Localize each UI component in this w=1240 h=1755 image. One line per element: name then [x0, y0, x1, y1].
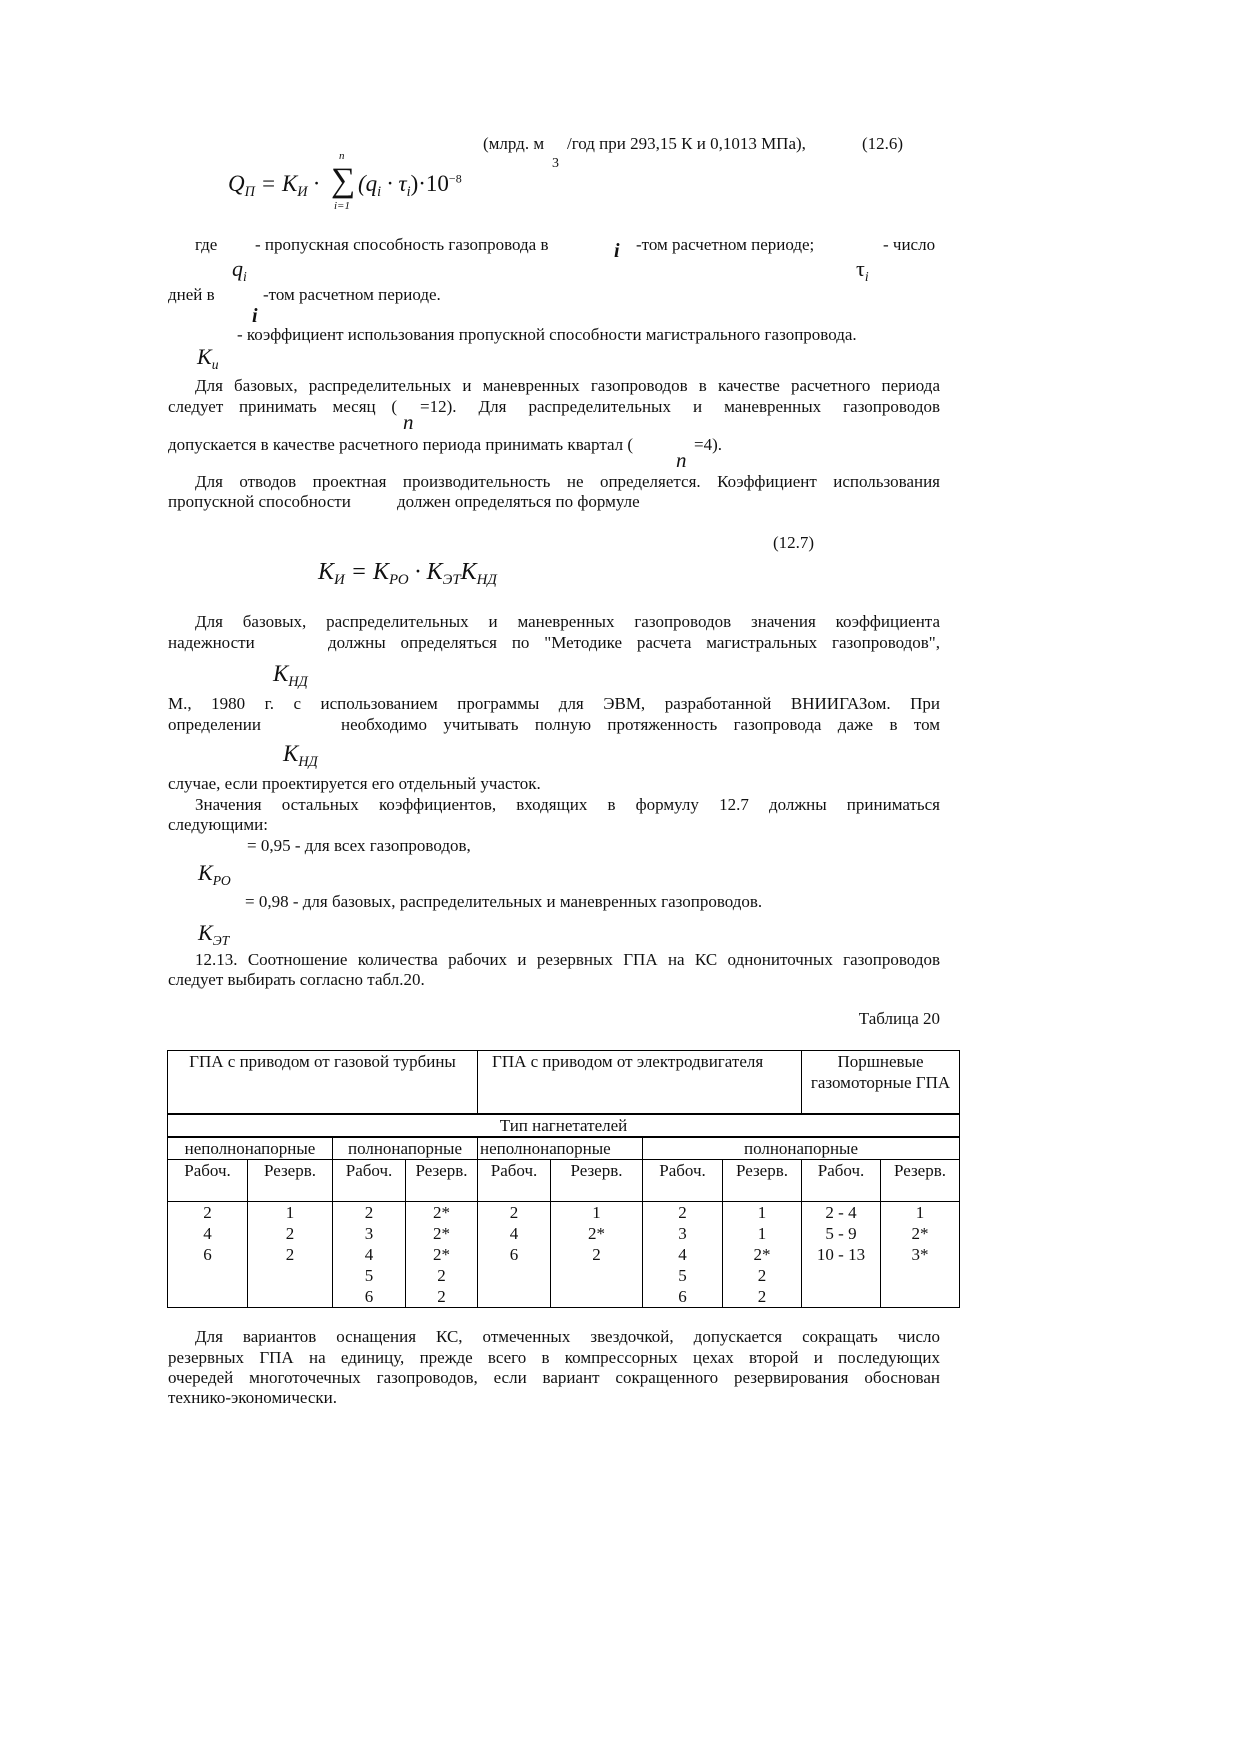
text: -том расчетном периоде; — [636, 235, 815, 254]
math-k-ro: $K_{РО}$ — [198, 860, 231, 888]
column-header: Резерв. — [406, 1159, 478, 1201]
math-n: n — [676, 448, 687, 472]
text: необходимо учитывать полную протяженность газопровода даже в том — [341, 715, 940, 734]
formula-body: $(q_i \cdot \tau_i)\cdot 10^{-8}$ — [358, 171, 462, 200]
text: резервных ГПА на единицу, прежде всего в компрессорных цехах второй и последующих — [168, 1348, 940, 1367]
column-header: Рабоч. — [333, 1159, 406, 1201]
math-tau-i: $\tau_i$ — [856, 256, 869, 284]
math-k-et: $K_{ЭТ}$ — [198, 920, 230, 948]
data-cell: 1 2 2 — [248, 1201, 333, 1307]
math-k-nd: $K_{НД}$ — [283, 741, 318, 770]
math-n: n — [403, 410, 414, 434]
formula-lhs: $Q_П = K_И$ · — [228, 171, 320, 200]
column-header: Резерв. — [881, 1159, 960, 1201]
math-qi: $q_i$ — [232, 256, 247, 284]
type-cell: полнонапорные — [643, 1137, 960, 1160]
data-cell: 2 3 4 5 6 — [643, 1201, 723, 1307]
table-20 — [167, 1050, 960, 1308]
units-text-2: /год при 293,15 К и 0,1013 МПа), — [567, 134, 806, 153]
type-cell: неполнонапорные — [478, 1137, 643, 1160]
units-text: (млрд. м — [483, 134, 545, 153]
formula-12-7: $K_И = K_{РО} \cdot K_{ЭТ}K_{НД}$ — [318, 559, 497, 589]
text: следующими: — [168, 815, 268, 834]
column-header: Резерв. — [248, 1159, 333, 1201]
text: =4). — [694, 435, 722, 454]
column-header: Рабоч. — [168, 1159, 248, 1201]
text: - пропускная способность газопровода в — [255, 235, 549, 254]
text: Для базовых, распределительных и маневренных газопроводов значения коэффициента — [195, 612, 940, 631]
text: следует принимать месяц ( — [168, 397, 397, 416]
text: -том расчетном периоде. — [263, 285, 441, 304]
column-header: Рабоч. — [643, 1159, 723, 1201]
data-cell: 2* 2* 2* 2 2 — [406, 1201, 478, 1307]
text: Для базовых, распределительных и маневренных газопроводов в качестве расчетного периода — [195, 376, 940, 395]
text: должен определяться по формуле — [397, 492, 640, 511]
text: пропускной способности — [168, 492, 351, 511]
data-row — [168, 1201, 960, 1307]
text: надежности — [168, 633, 255, 652]
text: случае, если проектируется его отдельный участок. — [168, 774, 541, 793]
text: = 0,98 - для базовых, распределительных и маневренных газопроводов. — [245, 892, 763, 911]
text: где — [195, 235, 218, 254]
text: Значения остальных коэффициентов, входящих в формулу 12.7 должны приниматься — [195, 795, 940, 814]
type-cell: полнонапорные — [333, 1137, 478, 1160]
data-cell: 2 4 6 — [168, 1201, 248, 1307]
type-cell: неполнонапорные — [168, 1137, 333, 1160]
data-cell: 1 2* 2 — [551, 1201, 643, 1307]
data-cell: 2 - 4 5 - 9 10 - 13 — [802, 1201, 881, 1307]
sum-lower-limit: i=1 — [334, 200, 350, 212]
formula-number: (12.7) — [773, 533, 815, 552]
column-header: Рабоч. — [802, 1159, 881, 1201]
group-header: Поршневые газомоторные ГПА — [802, 1051, 960, 1114]
column-header-row — [168, 1159, 960, 1201]
text: Для отводов проектная производительность не определяется. Коэффициент использования — [195, 472, 940, 491]
text: Для вариантов оснащения КС, отмеченных звездочкой, допускается сокращать число — [195, 1327, 940, 1346]
column-header: Резерв. — [551, 1159, 643, 1201]
type-header: Тип нагнетателей — [168, 1114, 960, 1137]
column-header: Резерв. — [723, 1159, 802, 1201]
text: - число — [883, 235, 936, 254]
text: = 0,95 - для всех газопроводов, — [247, 836, 471, 855]
text: определении — [168, 715, 261, 734]
data-cell: 2 4 6 — [478, 1201, 551, 1307]
text: М., 1980 г. с использованием программы для ЭВМ, разработанной ВНИИГАЗом. При — [168, 694, 940, 713]
text: очередей многоточечных газопроводов, если вариант сокращенного резервирования обоснован — [168, 1368, 940, 1387]
group-header: ГПА с приводом от электродвигателя — [478, 1051, 802, 1114]
table-caption: Таблица 20 — [858, 1009, 940, 1028]
formula-number: (12.6) — [862, 134, 904, 153]
sum-upper-limit: n — [339, 150, 345, 162]
math-k-nd: $K_{НД}$ — [273, 661, 308, 690]
math-i: i — [614, 240, 620, 262]
group-header: ГПА с приводом от газовой турбины — [168, 1051, 478, 1114]
text: должны определяться по "Методике расчета магистральных газопроводов", — [328, 633, 940, 652]
text: дней в — [168, 285, 215, 304]
units-superscript: 3 — [552, 156, 559, 171]
data-cell: 2 3 4 5 6 — [333, 1201, 406, 1307]
data-cell: 1 1 2* 2 2 — [723, 1201, 802, 1307]
text: допускается в качестве расчетного периода принимать квартал ( — [168, 435, 634, 454]
text: =12). Для распределительных и маневренных газопроводов — [420, 397, 940, 416]
text: следует выбирать согласно табл.20. — [168, 970, 425, 989]
text: - коэффициент использования пропускной способности магистрального газопровода. — [237, 325, 857, 344]
math-i: i — [252, 305, 258, 327]
math-k-i: $K_и$ — [197, 344, 219, 372]
text: технико-экономически. — [168, 1388, 337, 1407]
text: 12.13. Соотношение количества рабочих и резервных ГПА на КС однониточных газопроводов — [195, 950, 940, 969]
column-header: Рабоч. — [478, 1159, 551, 1201]
sum-symbol: ∑ — [331, 162, 356, 199]
data-cell: 1 2* 3* — [881, 1201, 960, 1307]
